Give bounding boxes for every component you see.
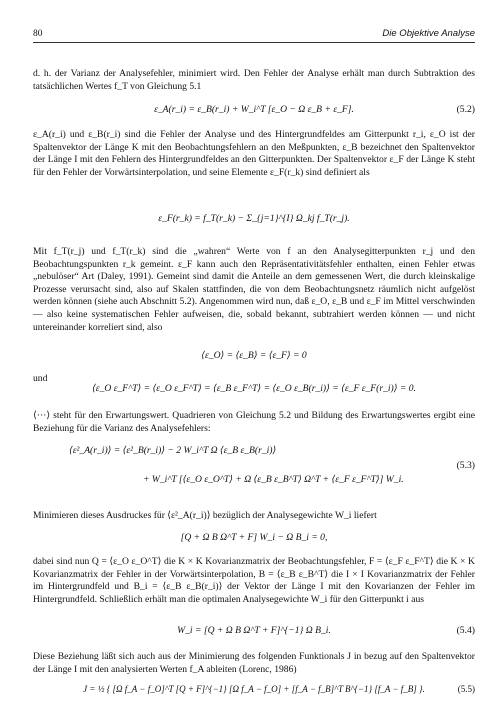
equation-number: (5.2) [456,104,475,115]
equation-number: (5.5) [457,684,475,694]
paragraph: und [33,373,48,384]
equation-5-4 [33,625,475,638]
equation-zero-means: ⟨ε_O⟩ = ⟨ε_B⟩ = ⟨ε_F⟩ = 0 [201,350,307,361]
paragraph: Diese Beziehung läßt sich auch aus der Minimierung des folgenden Funktionals J in bezug auf den Spaltenvektor der Länge I mit den analysierten Werten f_A ableiten (Lorenc, 1986) [33,651,475,675]
paragraph: ε_A(r_i) und ε_B(r_i) sind die Fehler der Analyse und des Hintergrundfeldes am Gitterpunkt r_i, ε_O ist der Spaltenvektor der Länge K mit den Beobachtungsfehlern an den Meßpunkten, ε_B bezeichnet den Spaltenvektor der Länge I mit den Fehlern des Hintergrundfeldes an den Gitterpunkten. Der Spaltenvektor ε_F der Länge K steht für den Fehler der Vorwärtsinterpolation, und seine Elemente ε_F(r_k) sind definiert als [33,129,475,178]
running-header [33,28,475,40]
equation-5-3-line1: ⟨ε²_A(r_i)⟩ = ⟨ε²_B(r_i)⟩ − 2 W_i^T Ω ⟨ε_B ε_B(r_i)⟩ [69,445,277,456]
page-number: 80 [33,29,43,39]
paragraph: d. h. der Varianz der Analysefehler, minimiert wird. Den Fehler der Analyse erhält man durch Subtraktion des tatsächlichen Wertes f_T von Gleichung 5.1 [33,68,475,92]
equation-5-2 [33,104,475,117]
running-title: Die Objektive Analyse [382,28,475,39]
equation-number: (5.3) [456,460,475,471]
equation-no-correlation: ⟨ε_O ε_F^T⟩ = ⟨ε_O ε_F^T⟩ = ⟨ε_B ε_F^T⟩ = ⟨ε_O ε_B(r_i)⟩ = ⟨ε_F ε_F(r_i)⟩ = 0. [92,383,416,394]
paragraph: Mit f_T(r_j) und f_T(r_k) sind die „wahren“ Werte von f an den Analysegitterpunkten r_j und den Beobachtungspunkten r_k gemeint. ε_F kann auch den Repräsentativitätsfehler enthalten, einen Fehler etwas „nebulöser“ Art (Daley, 1991). Gemeint sind damit die Anteile an dem gemessenen Wert, die durch kleinskalige Prozesse verursacht sind, also auf Skalen stattfinden, die von dem Beobachtungsnetz räumlich nicht aufgelöst werden können (siehe auch Abschnitt 5.2). Angenommen wird nun, daß ε_O, ε_B und ε_F im Mittel verschwinden — also keine systematischen Fehler aufweisen, die, sobald bekannt, subtrahiert werden können — und nicht untereinander korreliert sind, also [33,246,475,333]
equation-body: J = ½ { [Ω f_A − f_O]^T [Q + F]^{−1} [Ω f_A − f_O] + [f_A − f_B]^T B^{−1} [f_A − f_B] }. [83,684,425,694]
equation-5-5 [33,683,475,696]
header-rule [33,42,475,43]
equation-body: + W_i^T [⟨ε_O ε_O^T⟩ + Ω ⟨ε_B ε_B^T⟩ Ω^T + ⟨ε_F ε_F^T⟩] W_i. [143,474,404,485]
paragraph: dabei sind nun Q = ⟨ε_O ε_O^T⟩ die K × K Kovarianzmatrix der Beobachtungsfehler, F = ⟨ε_F ε_F^T⟩ die K × K Kovarianzmatrix der Fehler in der Vorwärtsinterpolation, B = ⟨ε_B ε_B^T⟩ die I × I Kovarianzmatrix der Fehler im Hintergrundfeld und B_i = ⟨ε_B ε_B(r_i)⟩ der Vektor der Länge I mit den Kovarianzen der Fehler im Hintergrundfeld. Schließlich erhält man die optimalen Analysegewichte W_i für den Gitterpunkt i aus [33,556,475,605]
equation-body: W_i = [Q + Ω B Ω^T + F]^{−1} Ω B_i. [177,625,331,636]
document-page [33,0,475,712]
paragraph: ⟨···⟩ steht für den Erwartungswert. Quadrieren von Gleichung 5.2 und Bildung des Erwartungswertes ergibt eine Beziehung für die Varianz des Analysefehlers: [33,410,475,434]
equation-minimization: [Q + Ω B Ω^T + F] W_i − Ω B_i = 0, [180,532,328,543]
equation-5-3-line2 [33,460,475,487]
equation-forward-error: ε_F(r_k) = f_T(r_k) − Σ_{j=1}^{I} Ω_kj f_T(r_j). [158,213,350,224]
equation-body: ε_A(r_i) = ε_B(r_i) + W_i^T [ε_O − Ω ε_B + ε_F]. [154,104,354,115]
equation-number: (5.4) [456,625,475,636]
paragraph: Minimieren dieses Ausdruckes für ⟨ε²_A(r_i)⟩ bezüglich der Analysegewichte W_i liefert [33,510,377,521]
